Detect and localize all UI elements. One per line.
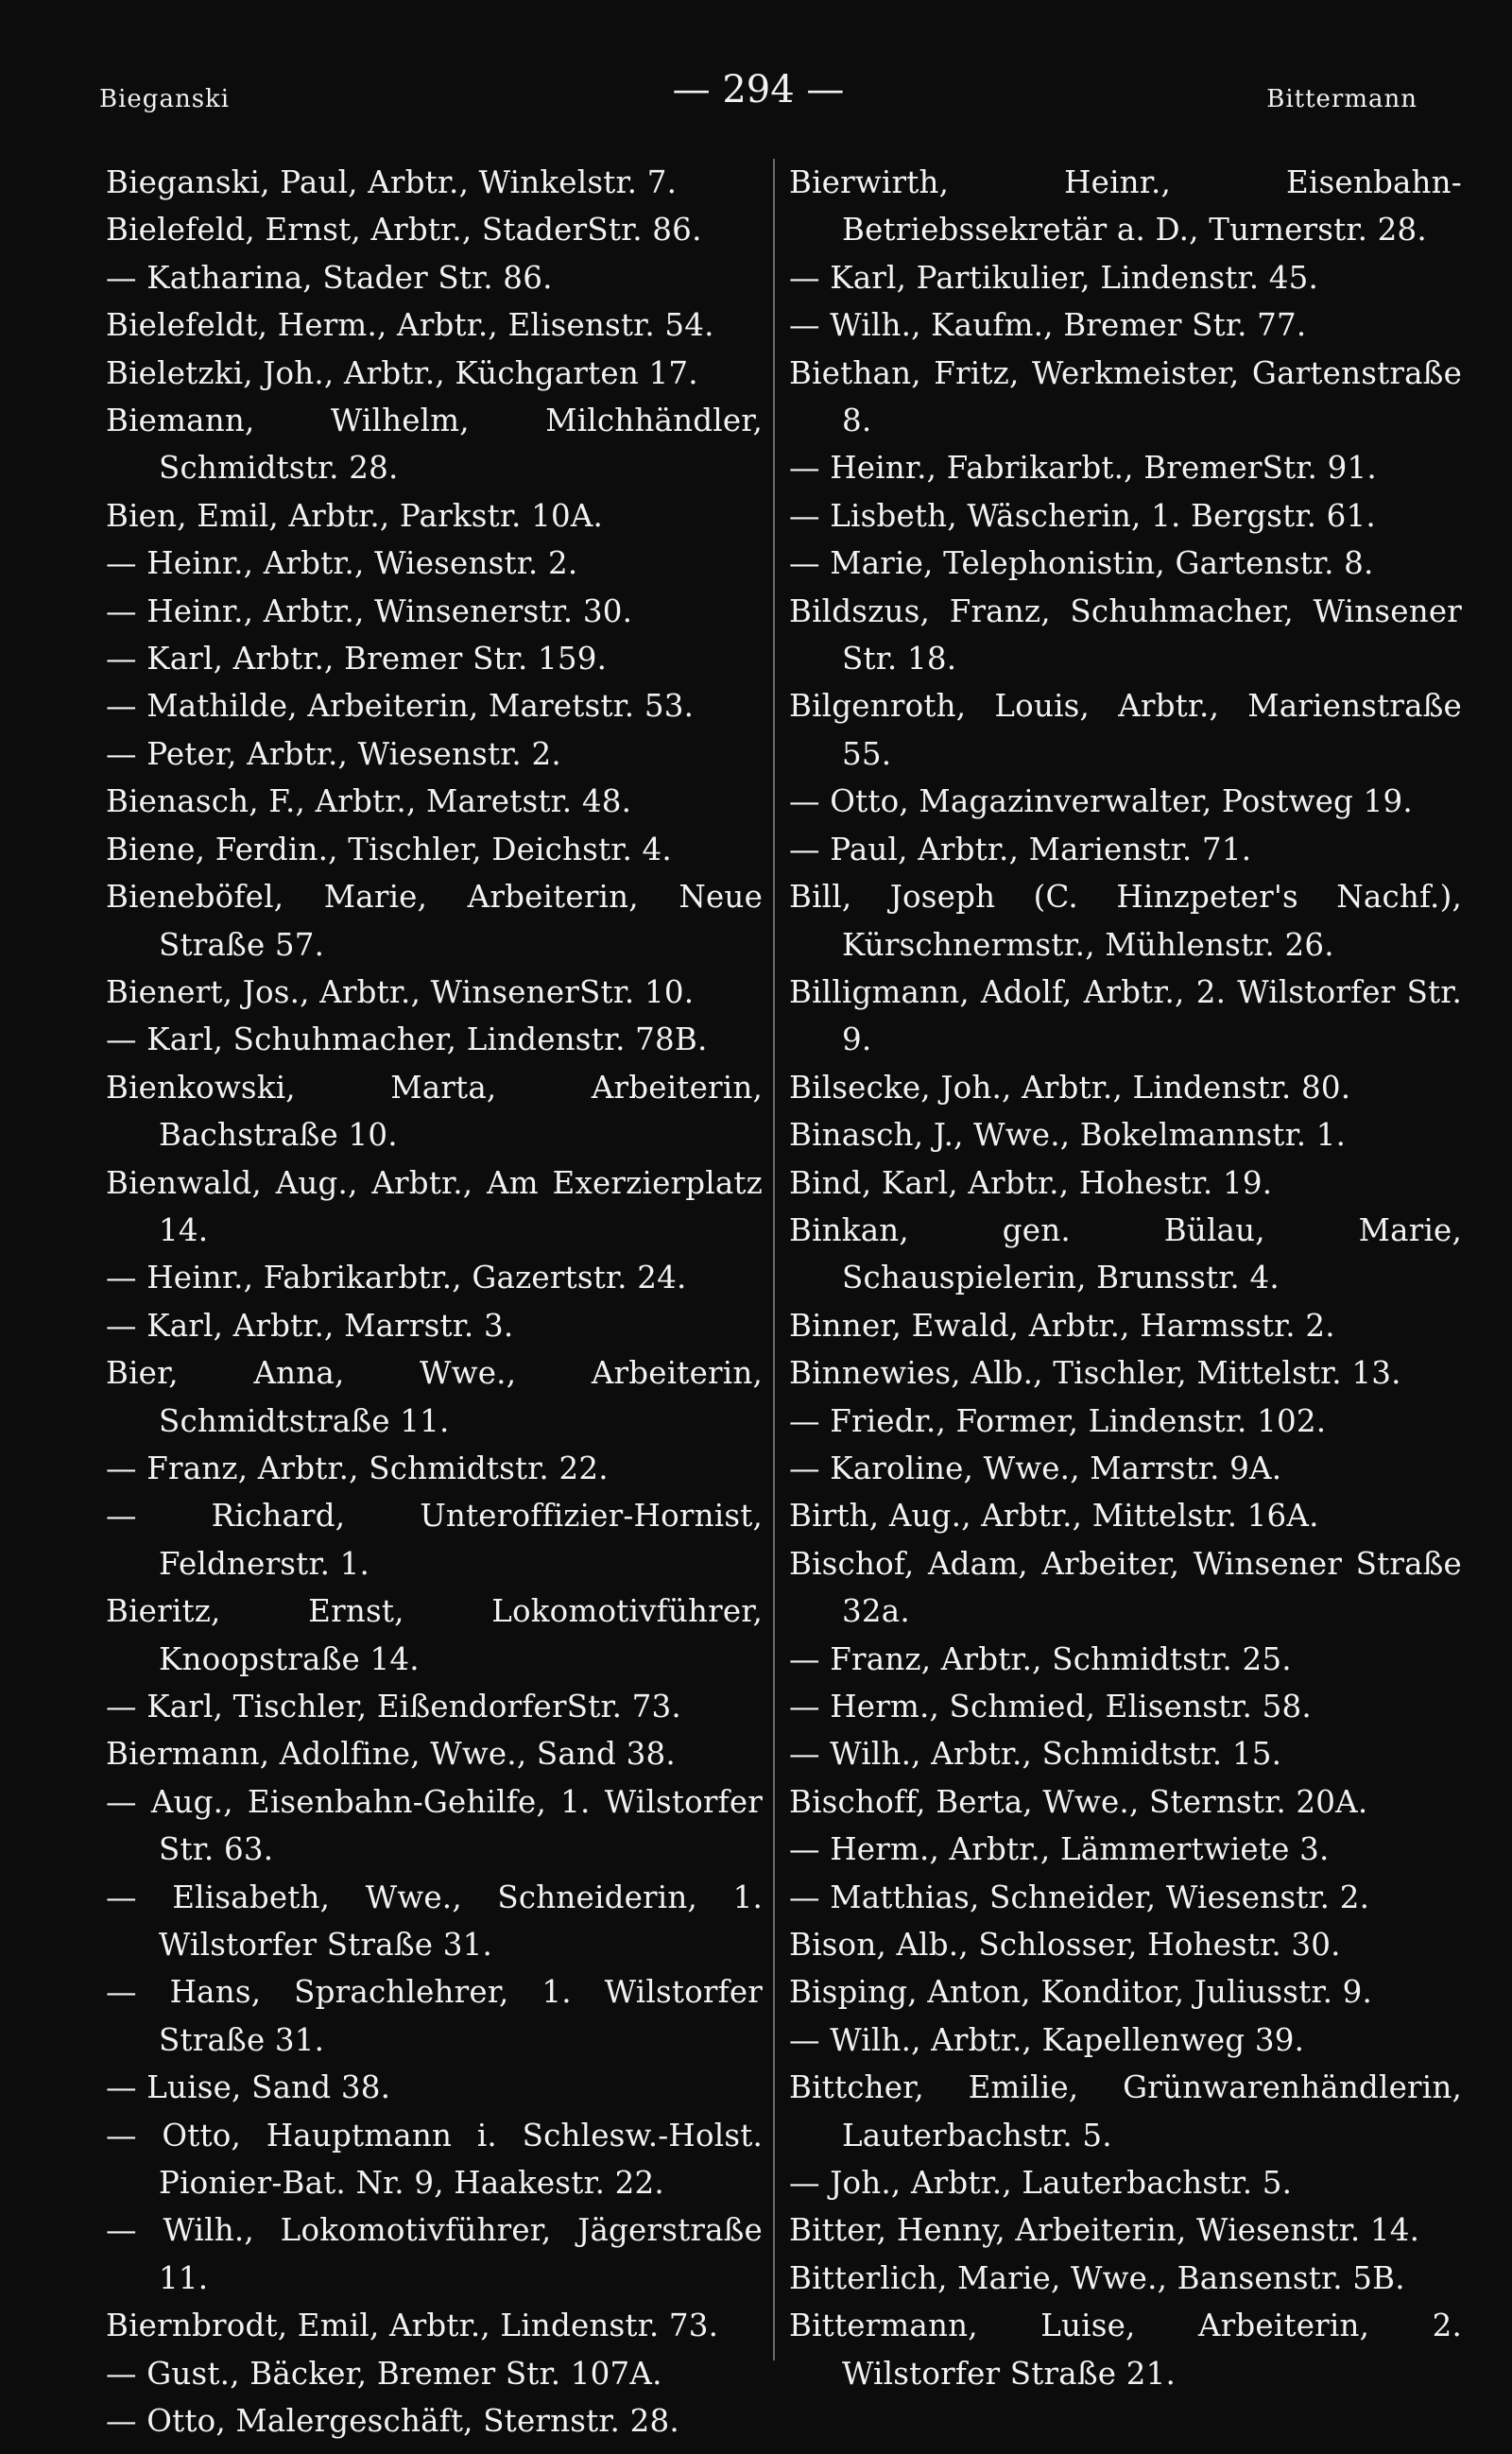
- directory-entry: Biemann, Wilhelm, Milchhändler, Schmidtstr. 28.: [106, 403, 763, 487]
- directory-entry: Bienert, Jos., Arbtr., WinsenerStr. 10.: [106, 973, 695, 1010]
- directory-entry: Billigmann, Adolf, Arbtr., 2. Wilstorfer Str. 9.: [789, 973, 1462, 1058]
- directory-entry: — Karoline, Wwe., Marrstr. 9A.: [789, 1450, 1282, 1486]
- directory-entry: — Karl, Arbtr., Marrstr. 3.: [106, 1307, 514, 1344]
- directory-entry: Binnewies, Alb., Tischler, Mittelstr. 13.: [789, 1355, 1401, 1392]
- directory-entry: — Heinr., Fabrikarbtr., Gazertstr. 24.: [106, 1260, 687, 1296]
- directory-entry: Bill, Joseph (C. Hinzpeter's Nachf.), Kürschnermstr., Mühlenstr. 26.: [789, 879, 1462, 963]
- directory-entry: — Heinr., Fabrikarbt., BremerStr. 91.: [789, 450, 1377, 487]
- directory-entry: Bitterlich, Marie, Wwe., Bansenstr. 5B.: [789, 2259, 1405, 2296]
- page-number: — 294 —: [672, 68, 845, 112]
- directory-entry: Biethan, Fritz, Werkmeister, Gartenstraße 8.: [789, 354, 1462, 439]
- directory-entry: — Wilh., Arbtr., Kapellenweg 39.: [789, 2021, 1305, 2058]
- directory-entry: Biernbrodt, Emil, Arbtr., Lindenstr. 73.: [106, 2308, 719, 2344]
- directory-entry: Bieletzki, Joh., Arbtr., Küchgarten 17.: [106, 354, 698, 391]
- directory-entry: Bierwirth, Heinr., Eisenbahn-Betriebssekretär a. D., Turnerstr. 28.: [789, 164, 1462, 249]
- directory-entry: Bieganski, Paul, Arbtr., Winkelstr. 7.: [106, 164, 678, 200]
- directory-entry: — Friedr., Former, Lindenstr. 102.: [789, 1402, 1327, 1439]
- directory-entry: Bielefeldt, Herm., Arbtr., Elisenstr. 54.: [106, 307, 714, 344]
- directory-entry: — Peter, Arbtr., Wiesenstr. 2.: [106, 735, 561, 772]
- directory-entry: Bieneböfel, Marie, Arbeiterin, Neue Straße 57.: [106, 879, 763, 963]
- directory-entry: — Marie, Telephonistin, Gartenstr. 8.: [789, 545, 1374, 582]
- directory-entry: — Herm., Schmied, Elisenstr. 58.: [789, 1689, 1312, 1725]
- directory-entry: Biermann, Adolfine, Wwe., Sand 38.: [106, 1736, 676, 1773]
- directory-entry: — Heinr., Arbtr., Winsenerstr. 30.: [106, 592, 633, 629]
- directory-entry: Bittermann, Luise, Arbeiterin, 2. Wilstorfer Straße 21.: [789, 2308, 1462, 2392]
- directory-entry: Bienwald, Aug., Arbtr., Am Exerzierplatz 14.: [106, 1164, 763, 1248]
- directory-entry: — Otto, Magazinverwalter, Postweg 19.: [789, 783, 1413, 820]
- directory-entry: — Karl, Schuhmacher, Lindenstr. 78B.: [106, 1021, 708, 1058]
- directory-entry: Bildszus, Franz, Schuhmacher, Winsener Str. 18.: [789, 592, 1462, 678]
- directory-entry: — Katharina, Stader Str. 86.: [106, 259, 553, 296]
- directory-entry: Bisping, Anton, Konditor, Juliusstr. 9.: [789, 1974, 1373, 2011]
- directory-entry: — Heinr., Arbtr., Wiesenstr. 2.: [106, 545, 578, 582]
- directory-entry: — Wilh., Lokomotivführer, Jägerstraße 11.: [106, 2212, 763, 2296]
- directory-entry: Bischoff, Berta, Wwe., Sternstr. 20A.: [789, 1783, 1368, 1820]
- directory-entry: — Wilh., Arbtr., Schmidtstr. 15.: [789, 1736, 1282, 1773]
- directory-entry: — Franz, Arbtr., Schmidtstr. 25.: [789, 1640, 1292, 1677]
- directory-entry: Binkan, gen. Bülau, Marie, Schauspielerin, Brunsstr. 4.: [789, 1211, 1462, 1296]
- directory-entry: — Hans, Sprachlehrer, 1. Wilstorfer Straße 31.: [106, 1974, 763, 2058]
- column-divider: [773, 159, 775, 2360]
- directory-entry: — Elisabeth, Wwe., Schneiderin, 1. Wilstorfer Straße 31.: [106, 1879, 763, 1964]
- directory-entry: — Richard, Unteroffizier-Hornist, Feldnerstr. 1.: [106, 1498, 763, 1582]
- directory-entry: — Mathilde, Arbeiterin, Maretstr. 53.: [106, 688, 695, 725]
- directory-entry: Binner, Ewald, Arbtr., Harmsstr. 2.: [789, 1307, 1335, 1344]
- directory-entry: — Matthias, Schneider, Wiesenstr. 2.: [789, 1879, 1370, 1915]
- directory-entry: Bienasch, F., Arbtr., Maretstr. 48.: [106, 783, 632, 820]
- header-first-name: Bieganski: [99, 85, 231, 113]
- directory-entry: Biene, Ferdin., Tischler, Deichstr. 4.: [106, 831, 672, 867]
- directory-entry: Bien, Emil, Arbtr., Parkstr. 10A.: [106, 497, 604, 534]
- directory-entry: — Wilh., Kaufm., Bremer Str. 77.: [789, 307, 1307, 344]
- directory-entry: Bienkowski, Marta, Arbeiterin, Bachstraße 10.: [106, 1069, 763, 1154]
- directory-entry: — Gust., Bäcker, Bremer Str. 107A.: [106, 2355, 662, 2392]
- directory-entry: — Karl, Arbtr., Bremer Str. 159.: [106, 641, 608, 678]
- right-column: [789, 159, 1462, 2397]
- directory-entry: Bittcher, Emilie, Grünwarenhändlerin, Lauterbachstr. 5.: [789, 2069, 1462, 2154]
- directory-entry: — Paul, Arbtr., Marienstr. 71.: [789, 831, 1252, 867]
- directory-entry: Bison, Alb., Schlosser, Hohestr. 30.: [789, 1927, 1341, 1964]
- left-column: [106, 159, 763, 2445]
- directory-entry: Bind, Karl, Arbtr., Hohestr. 19.: [789, 1164, 1273, 1201]
- directory-entry: — Luise, Sand 38.: [106, 2069, 391, 2106]
- directory-entry: Binasch, J., Wwe., Bokelmannstr. 1.: [789, 1117, 1347, 1154]
- directory-entry: — Franz, Arbtr., Schmidtstr. 22.: [106, 1450, 609, 1486]
- directory-entry: Bitter, Henny, Arbeiterin, Wiesenstr. 14.: [789, 2212, 1420, 2249]
- directory-entry: — Karl, Partikulier, Lindenstr. 45.: [789, 259, 1319, 296]
- directory-entry: Bielefeld, Ernst, Arbtr., StaderStr. 86.: [106, 212, 702, 249]
- header-last-name: Bittermann: [1266, 85, 1418, 113]
- directory-entry: Bilsecke, Joh., Arbtr., Lindenstr. 80.: [789, 1069, 1351, 1106]
- directory-entry: — Karl, Tischler, EißendorferStr. 73.: [106, 1689, 681, 1725]
- page-header: [99, 59, 1418, 115]
- directory-entry: — Herm., Arbtr., Lämmertwiete 3.: [789, 1831, 1330, 1868]
- directory-entry: Bischof, Adam, Arbeiter, Winsener Straße 32a.: [789, 1545, 1462, 1630]
- directory-entry: Bieritz, Ernst, Lokomotivführer, Knoopstraße 14.: [106, 1593, 763, 1677]
- directory-entry: — Otto, Hauptmann i. Schlesw.-Holst. Pionier-Bat. Nr. 9, Haakestr. 22.: [106, 2117, 763, 2202]
- directory-entry: — Lisbeth, Wäscherin, 1. Bergstr. 61.: [789, 497, 1376, 534]
- directory-entry: Bilgenroth, Louis, Arbtr., Marienstraße 55.: [789, 688, 1462, 772]
- directory-entry: Bier, Anna, Wwe., Arbeiterin, Schmidtstraße 11.: [106, 1355, 763, 1439]
- directory-entry: — Joh., Arbtr., Lauterbachstr. 5.: [789, 2165, 1293, 2202]
- directory-entry: — Otto, Malergeschäft, Sternstr. 28.: [106, 2403, 679, 2440]
- directory-entry: Birth, Aug., Arbtr., Mittelstr. 16A.: [789, 1498, 1319, 1535]
- directory-entry: — Aug., Eisenbahn-Gehilfe, 1. Wilstorfer Str. 63.: [106, 1783, 763, 1868]
